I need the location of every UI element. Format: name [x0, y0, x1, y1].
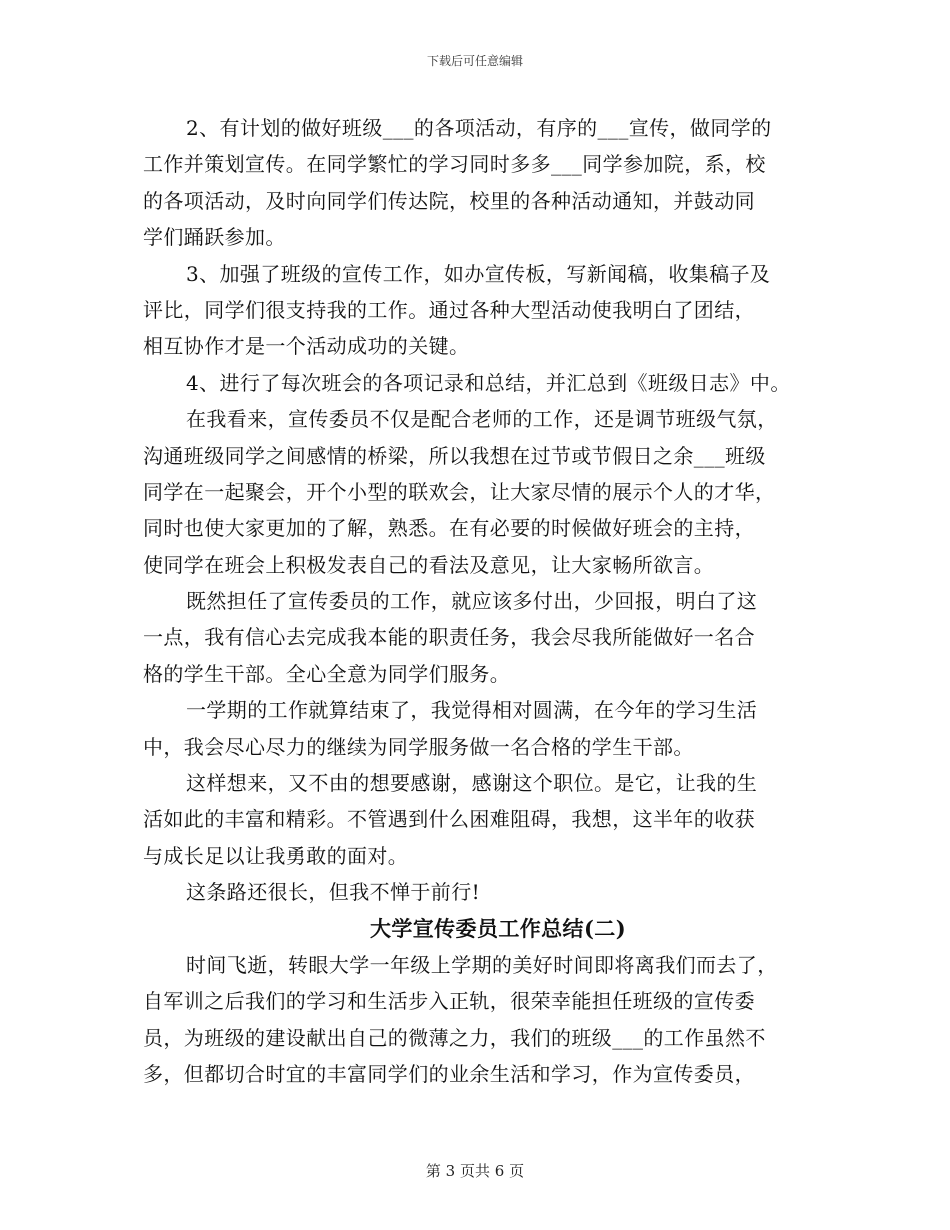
text-line: 工作并策划宣传。在同学繁忙的学习同时多多___同学参加院，系，校 [143, 152, 766, 177]
text-line: 同学在一起聚会，开个小型的联欢会，让大家尽情的展示个人的才华， [143, 479, 776, 504]
text-line: 员，为班级的建设献出自己的微薄之力，我们的班级___的工作虽然不 [143, 1025, 766, 1050]
text-line: 这条路还很长，但我不惮于前行! [186, 880, 481, 905]
text-line: 2、有计划的做好班级___的各项活动，有序的___宣传，做同学的 [186, 116, 772, 140]
text-line: 一点，我有信心去完成我本能的职责任务，我会尽我所能做好一名合 [143, 625, 755, 650]
text-line: 4、进行了每次班会的各项记录和总结，并汇总到《班级日志》中。 [186, 370, 791, 395]
text-line: 评比，同学们很支持我的工作。通过各种大型活动使我明白了团结， [143, 297, 755, 322]
text-line: 与成长足以让我勇敢的面对。 [143, 843, 409, 868]
text-line: 中，我会尽心尽力的继续为同学服务做一名合格的学生干部。 [143, 734, 694, 759]
section-two-text [143, 947, 813, 1093]
text-line: 既然担任了宣传委员的工作，就应该多付出，少回报，明白了这 [186, 589, 758, 614]
page-header: 下载后可任意编辑 [426, 54, 523, 68]
text-line: 沟通班级同学之间感情的桥梁，所以我想在过节或节假日之余___班级 [143, 443, 766, 468]
text-line: 一学期的工作就算结束了，我觉得相对圆满，在今年的学习生活 [186, 698, 758, 723]
text-line: 这样想来，又不由的想要感谢，感谢这个职位。是它，让我的生 [186, 771, 758, 796]
section-title: 大学宣传委员工作总结(二) [369, 915, 627, 941]
text-line: 活如此的丰富和精彩。不管遇到什么困难阻碍，我想，这半年的收获 [143, 807, 755, 832]
section-one-text [143, 110, 813, 911]
text-line: 自军训之后我们的学习和生活步入正轨，很荣幸能担任班级的宣传委 [143, 989, 755, 1014]
text-line: 时间飞逝，转眼大学一年级上学期的美好时间即将离我们而去了， [186, 952, 778, 977]
document-body [143, 110, 813, 1093]
text-line: 在我看来，宣传委员不仅是配合老师的工作，还是调节班级气氛， [186, 407, 778, 432]
text-line: 格的学生干部。全心全意为同学们服务。 [143, 661, 511, 686]
text-line: 同时也使大家更加的了解，熟悉。在有必要的时候做好班会的主持， [143, 516, 755, 541]
text-line: 的各项活动，及时向同学们传达院，校里的各种活动通知，并鼓动同 [143, 188, 755, 213]
text-line: 多，但都切合时宜的丰富同学们的业余生活和学习，作为宣传委员， [143, 1062, 755, 1087]
text-line: 使同学在班会上积极发表自己的看法及意见，让大家畅所欲言。 [143, 552, 715, 577]
text-line: 3、加强了班级的宣传工作，如办宣传板，写新闻稿，收集稿子及 [186, 261, 771, 286]
text-line: 相互协作才是一个活动成功的关键。 [143, 334, 470, 359]
text-line: 学们踊跃参加。 [143, 225, 286, 250]
page-number: 第 3 页共 6 页 [425, 1162, 525, 1180]
